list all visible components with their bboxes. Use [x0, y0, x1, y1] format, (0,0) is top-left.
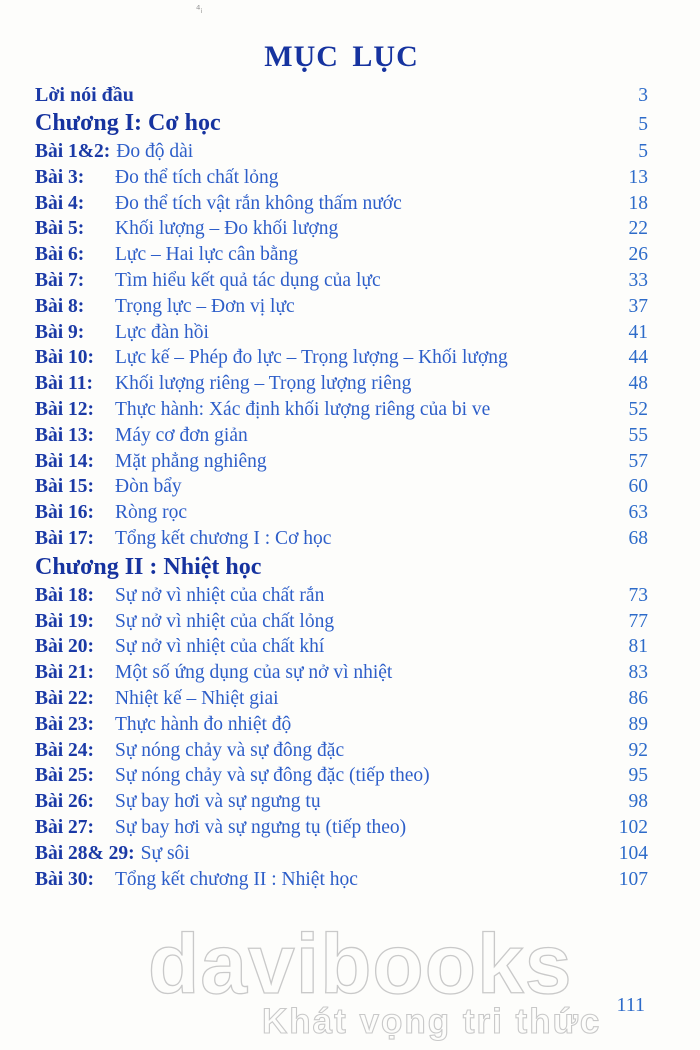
- toc-preface-row: [35, 84, 648, 110]
- toc-entry-label: Bài 16:: [35, 502, 95, 524]
- toc-entry-title: Sự nở vì nhiệt của chất rắn: [115, 584, 325, 606]
- toc-entry-page: 73: [628, 584, 648, 606]
- toc-entry-label: Bài 26:: [35, 791, 95, 813]
- toc-entry-label: Bài 30:: [35, 868, 95, 890]
- toc-entry-label: Bài 14:: [35, 450, 95, 472]
- toc-list: [35, 84, 648, 894]
- toc-lesson-row: [35, 347, 648, 373]
- toc-entry-page: 63: [628, 502, 648, 524]
- toc-entry-page: 44: [628, 347, 648, 369]
- toc-entry-title: Thực hành đo nhiệt độ: [115, 713, 292, 735]
- toc-entry-page: 13: [628, 166, 648, 188]
- toc-entry-label: Chương I: Cơ học: [35, 110, 221, 136]
- toc-entry-page: 22: [628, 218, 648, 240]
- page-number-footer: 111: [616, 994, 645, 1016]
- toc-lesson-row: [35, 270, 648, 296]
- toc-lesson-row: [35, 399, 648, 425]
- toc-entry-title: Lực đàn hồi: [115, 321, 209, 343]
- toc-lesson-row: [35, 244, 648, 270]
- toc-lesson-row: [35, 869, 648, 895]
- toc-entry-title: Thực hành: Xác định khối lượng riêng của bi ve: [115, 398, 491, 420]
- toc-entry-page: 41: [628, 321, 648, 343]
- toc-lesson-row: [35, 502, 648, 528]
- toc-entry-page: 89: [628, 713, 648, 735]
- toc-entry-label: Bài 6:: [35, 244, 85, 266]
- toc-lesson-row: [35, 791, 648, 817]
- toc-entry-label: Bài 7:: [35, 269, 85, 291]
- toc-lesson-row: [35, 688, 648, 714]
- toc-lesson-row: [35, 585, 648, 611]
- toc-entry-label: Bài 13:: [35, 424, 95, 446]
- watermark-logo-text: davibooks: [148, 917, 573, 1011]
- toc-entry-label: Bài 18:: [35, 584, 95, 606]
- toc-entry-title: Đo độ dài: [116, 141, 194, 162]
- toc-entry-page: 83: [628, 662, 648, 684]
- toc-entry-page: 5: [638, 141, 648, 162]
- toc-entry-title: Tổng kết chương II : Nhiệt học: [115, 868, 358, 890]
- toc-entry-page: 98: [628, 791, 648, 813]
- toc-entry-label: Bài 8:: [35, 295, 85, 317]
- toc-entry-page: 95: [628, 765, 648, 787]
- toc-entry-label: Bài 20:: [35, 636, 95, 658]
- toc-entry-title: Sự bay hơi và sự ngưng tụ (tiếp theo): [115, 816, 407, 838]
- toc-entry-label: Bài 21:: [35, 662, 95, 684]
- toc-entry-page: 5: [638, 114, 648, 135]
- toc-entry-page: 104: [618, 842, 648, 864]
- toc-lesson-row: [35, 141, 648, 167]
- toc-entry-label: Bài 15:: [35, 476, 95, 498]
- toc-entry-label: Bài 23:: [35, 713, 95, 735]
- toc-chapter-row: [35, 554, 648, 585]
- toc-entry-title: Tổng kết chương I : Cơ học: [115, 527, 332, 549]
- toc-entry-label: Bài 24:: [35, 739, 95, 761]
- toc-entry-label: Lời nói đầu: [35, 84, 134, 106]
- toc-entry-label: Bài 12:: [35, 398, 95, 420]
- toc-lesson-row: [35, 296, 648, 322]
- toc-lesson-row: [35, 425, 648, 451]
- toc-entry-page: 26: [628, 244, 648, 266]
- toc-entry-title: Tìm hiểu kết quả tác dụng của lực: [115, 269, 381, 291]
- toc-entry-page: 107: [618, 868, 648, 890]
- toc-entry-title: Trọng lực – Đơn vị lực: [115, 295, 295, 317]
- page-title: MỤC LỤC: [264, 40, 419, 73]
- toc-lesson-row: [35, 373, 648, 399]
- toc-entry-label: Bài 27:: [35, 816, 95, 838]
- toc-entry-title: Đo thể tích chất lỏng: [115, 166, 279, 188]
- toc-entry-title: Sự nóng chảy và sự đông đặc: [115, 739, 345, 761]
- toc-entry-page: 68: [628, 527, 648, 549]
- toc-lesson-row: [35, 476, 648, 502]
- toc-entry-label: Bài 9:: [35, 321, 85, 343]
- toc-entry-label: Chương II : Nhiệt học: [35, 553, 262, 580]
- watermark-slogan: Khát vọng tri thức: [262, 1002, 602, 1041]
- toc-lesson-row: [35, 636, 648, 662]
- toc-entry-title: Một số ứng dụng của sự nở vì nhiệt: [115, 662, 393, 684]
- toc-entry-page: 57: [628, 450, 648, 472]
- toc-entry-title: Sự nở vì nhiệt của chất lỏng: [115, 610, 335, 632]
- toc-entry-title: Đo thể tích vật rắn không thấm nước: [115, 192, 402, 214]
- toc-lesson-row: [35, 451, 648, 477]
- toc-entry-title: Đòn bẩy: [115, 476, 182, 498]
- toc-entry-title: Sự bay hơi và sự ngưng tụ: [115, 791, 321, 813]
- toc-lesson-row: [35, 662, 648, 688]
- toc-entry-title: Nhiệt kế – Nhiệt giai: [115, 687, 279, 709]
- toc-entry-title: Khối lượng – Đo khối lượng: [115, 218, 339, 240]
- toc-entry-title: Ròng rọc: [115, 502, 188, 524]
- toc-entry-title: Khối lượng riêng – Trọng lượng riêng: [115, 373, 412, 395]
- toc-entry-page: 52: [628, 398, 648, 420]
- toc-entry-label: Bài 19:: [35, 610, 95, 632]
- toc-lesson-row: [35, 528, 648, 554]
- toc-lesson-row: [35, 843, 648, 869]
- toc-entry-label: Bài 10:: [35, 347, 95, 369]
- toc-lesson-row: [35, 218, 648, 244]
- toc-entry-page: 33: [628, 269, 648, 291]
- toc-entry-page: 77: [628, 610, 648, 632]
- toc-entry-title: Sự sôi: [140, 842, 190, 864]
- toc-entry-page: 92: [628, 739, 648, 761]
- toc-entry-title: Sự nở vì nhiệt của chất khí: [115, 636, 325, 658]
- toc-lesson-row: [35, 322, 648, 348]
- toc-entry-page: 37: [628, 295, 648, 317]
- toc-entry-label: Bài 3:: [35, 166, 85, 188]
- toc-lesson-row: [35, 765, 648, 791]
- toc-entry-title: Mặt phẳng nghiêng: [115, 450, 267, 472]
- toc-lesson-row: [35, 167, 648, 193]
- toc-entry-label: Bài 17:: [35, 527, 95, 549]
- toc-entry-label: Bài 25:: [35, 765, 95, 787]
- toc-entry-label: Bài 1&2:: [35, 141, 111, 162]
- toc-entry-page: 55: [628, 424, 648, 446]
- toc-entry-page: 48: [628, 373, 648, 395]
- toc-entry-page: 3: [638, 85, 648, 106]
- toc-lesson-row: [35, 193, 648, 219]
- toc-entry-label: Bài 5:: [35, 218, 85, 240]
- toc-chapter-row: [35, 110, 648, 141]
- toc-entry-page: 18: [628, 192, 648, 214]
- toc-entry-title: Lực kế – Phép đo lực – Trọng lượng – Khối lượng: [115, 347, 508, 369]
- scan-artifact: ⁴ᵢ: [196, 3, 203, 16]
- toc-entry-page: 60: [628, 476, 648, 498]
- toc-entry-page: 86: [628, 687, 648, 709]
- toc-entry-page: 81: [628, 636, 648, 658]
- toc-lesson-row: [35, 817, 648, 843]
- toc-entry-label: Bài 4:: [35, 192, 85, 214]
- toc-entry-title: Máy cơ đơn giản: [115, 424, 248, 446]
- toc-entry-page: 102: [618, 816, 648, 838]
- toc-lesson-row: [35, 611, 648, 637]
- toc-lesson-row: [35, 714, 648, 740]
- toc-entry-title: Sự nóng chảy và sự đông đặc (tiếp theo): [115, 765, 430, 787]
- toc-lesson-row: [35, 740, 648, 766]
- toc-entry-title: Lực – Hai lực cân bằng: [115, 244, 299, 266]
- toc-entry-label: Bài 28& 29:: [35, 842, 135, 864]
- toc-entry-label: Bài 11:: [35, 373, 93, 395]
- toc-entry-label: Bài 22:: [35, 687, 95, 709]
